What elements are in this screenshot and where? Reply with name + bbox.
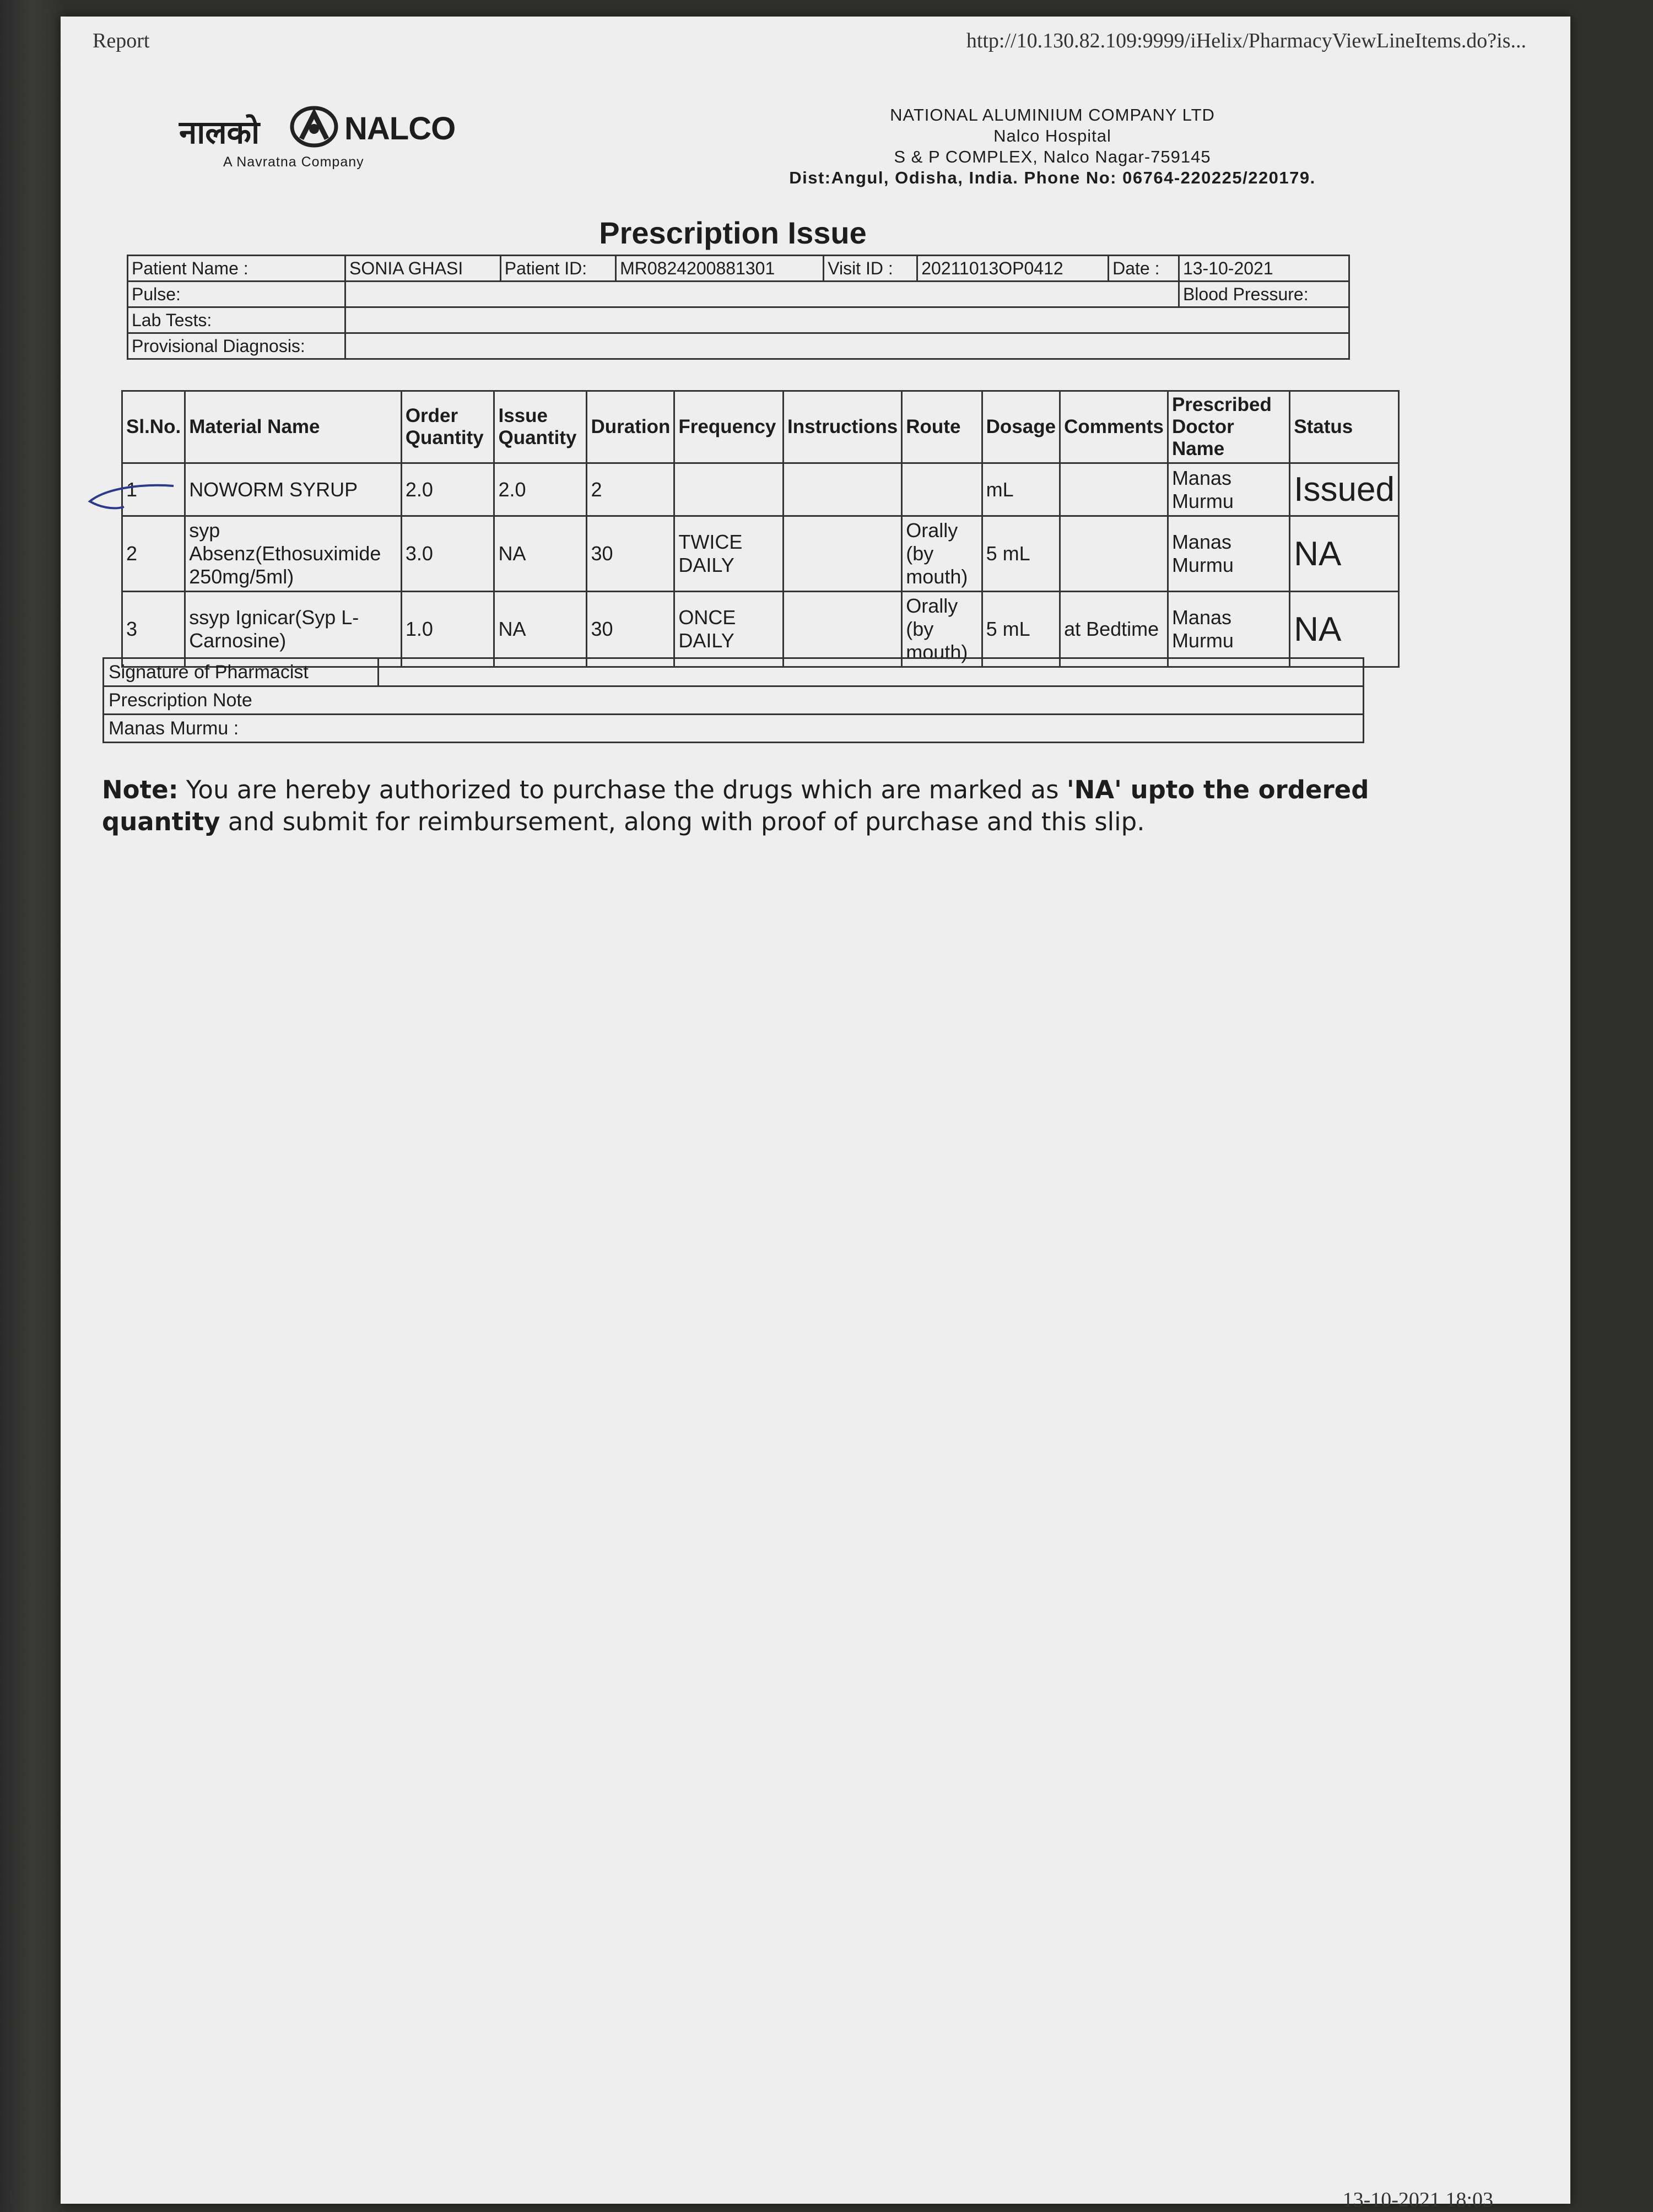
pulse-label: Pulse: [128, 282, 345, 307]
logo-tagline: A Navratna Company [223, 154, 364, 170]
row-frequency: ONCE DAILY [674, 592, 784, 667]
header-comments: Comments [1060, 391, 1168, 463]
note-text-1: You are hereby authorized to purchase the drugs which are marked as [178, 775, 1067, 804]
note-bold-text: 'NA' upto the ordered quantity [102, 775, 1369, 836]
row-material: syp Absenz(Ethosuximide 250mg/5ml) [185, 516, 402, 592]
header-frequency: Frequency [674, 391, 784, 463]
row-order-qty: 1.0 [401, 592, 494, 667]
row-issue-qty: NA [494, 592, 587, 667]
patient-info-table [127, 255, 1350, 360]
signature-row [104, 658, 1364, 686]
row-comments: at Bedtime [1060, 592, 1168, 667]
print-header-title: Report [93, 29, 150, 52]
table-row [122, 463, 1399, 516]
row-route: Orally (by mouth) [902, 516, 982, 592]
signature-label: Signature of Pharmacist [104, 658, 379, 686]
prescription-note-row [104, 686, 1364, 715]
row-doctor: Manas Murmu [1168, 516, 1289, 592]
row-comments [1060, 516, 1168, 592]
diagnosis-row [128, 333, 1349, 359]
handwritten-tick-mark [85, 479, 179, 523]
row-sl: 1 [122, 463, 185, 516]
row-issue-qty: 2.0 [494, 463, 587, 516]
header-issue-quantity: Issue Quantity [494, 391, 587, 463]
pulse-value [345, 282, 1179, 307]
row-order-qty: 3.0 [401, 516, 494, 592]
pulse-row [128, 282, 1349, 307]
org-address: S & P COMPLEX, Nalco Nagar-759145 [894, 147, 1211, 166]
patient-id: MR0824200881301 [616, 256, 824, 282]
reimbursement-note [102, 774, 1424, 838]
patient-name: SONIA GHASI [345, 256, 501, 282]
diagnosis-value [345, 333, 1349, 359]
header-sl-no: Sl.No. [122, 391, 185, 463]
row-issue-qty: NA [494, 516, 587, 592]
print-page-number: 1 [6, 2186, 16, 2209]
row-instructions [783, 516, 901, 592]
row-instructions [783, 592, 901, 667]
row-order-qty: 2.0 [401, 463, 494, 516]
row-comments [1060, 463, 1168, 516]
table-row [122, 592, 1399, 667]
row-status: Issued [1290, 463, 1399, 516]
row-duration: 2 [587, 463, 674, 516]
header-order-quantity: Order Quantity [401, 391, 494, 463]
lab-tests-label: Lab Tests: [128, 307, 345, 333]
nalco-logo [179, 99, 456, 182]
org-name: NATIONAL ALUMINIUM COMPANY LTD [890, 105, 1215, 125]
medication-header-row [122, 391, 1399, 463]
doctor-row [104, 715, 1364, 743]
org-unit: Nalco Hospital [993, 126, 1111, 145]
header-status: Status [1290, 391, 1399, 463]
print-timestamp: 13-10-2021 18:03 [1342, 2188, 1493, 2211]
row-material: ssyp Ignicar(Syp L-Carnosine) [185, 592, 402, 667]
blood-pressure-label: Blood Pressure: [1179, 282, 1349, 307]
row-route [902, 463, 982, 516]
signature-value [379, 658, 1364, 686]
visit-id: 20211013OP0412 [917, 256, 1109, 282]
row-duration: 30 [587, 592, 674, 667]
note-label: Note: [102, 775, 179, 804]
patient-id-label: Patient ID: [500, 256, 615, 282]
patient-row [128, 256, 1349, 282]
row-frequency [674, 463, 784, 516]
prescription-sheet [6, 17, 1570, 2211]
row-dosage: 5 mL [982, 516, 1060, 592]
row-duration: 30 [587, 516, 674, 592]
row-status: NA [1290, 592, 1399, 667]
header-dosage: Dosage [982, 391, 1060, 463]
row-route: Orally (by mouth) [902, 592, 982, 667]
row-instructions [783, 463, 901, 516]
lab-tests-value [345, 307, 1349, 333]
row-sl: 2 [122, 516, 185, 592]
row-material: NOWORM SYRUP [185, 463, 402, 516]
logo-hindi-text: नालको [179, 113, 260, 151]
print-header-url: http://10.130.82.109:9999/iHelix/PharmacyViewLineItems.do?is... [966, 29, 1526, 52]
prescription-note-label: Prescription Note [104, 686, 1364, 715]
logo-english-text: NALCO [344, 111, 456, 147]
header-doctor: Prescribed Doctor Name [1168, 391, 1289, 463]
visit-id-label: Visit ID : [824, 256, 917, 282]
row-dosage: 5 mL [982, 592, 1060, 667]
header-route: Route [902, 391, 982, 463]
patient-name-label: Patient Name : [128, 256, 345, 282]
date-value: 13-10-2021 [1179, 256, 1349, 282]
row-dosage: mL [982, 463, 1060, 516]
pharmacist-signature-table [102, 657, 1364, 743]
nalco-emblem-icon [289, 105, 339, 149]
lab-tests-row [128, 307, 1349, 333]
organization-address [694, 105, 1411, 188]
row-frequency: TWICE DAILY [674, 516, 784, 592]
date-label: Date : [1109, 256, 1179, 282]
medication-table [121, 390, 1400, 668]
header-instructions: Instructions [783, 391, 901, 463]
note-text-2: and submit for reimbursement, along with proof of purchase and this slip. [220, 807, 1145, 836]
doctor-label: Manas Murmu : [104, 715, 1364, 743]
header-material-name: Material Name [185, 391, 402, 463]
diagnosis-label: Provisional Diagnosis: [128, 333, 345, 359]
header-duration: Duration [587, 391, 674, 463]
row-doctor: Manas Murmu [1168, 463, 1289, 516]
row-doctor: Manas Murmu [1168, 592, 1289, 667]
row-status: NA [1290, 516, 1399, 592]
org-contact: Dist:Angul, Odisha, India. Phone No: 06764-220225/220179. [789, 168, 1316, 187]
row-sl: 3 [122, 592, 185, 667]
table-row [122, 516, 1399, 592]
page-title: Prescription Issue [599, 215, 867, 250]
